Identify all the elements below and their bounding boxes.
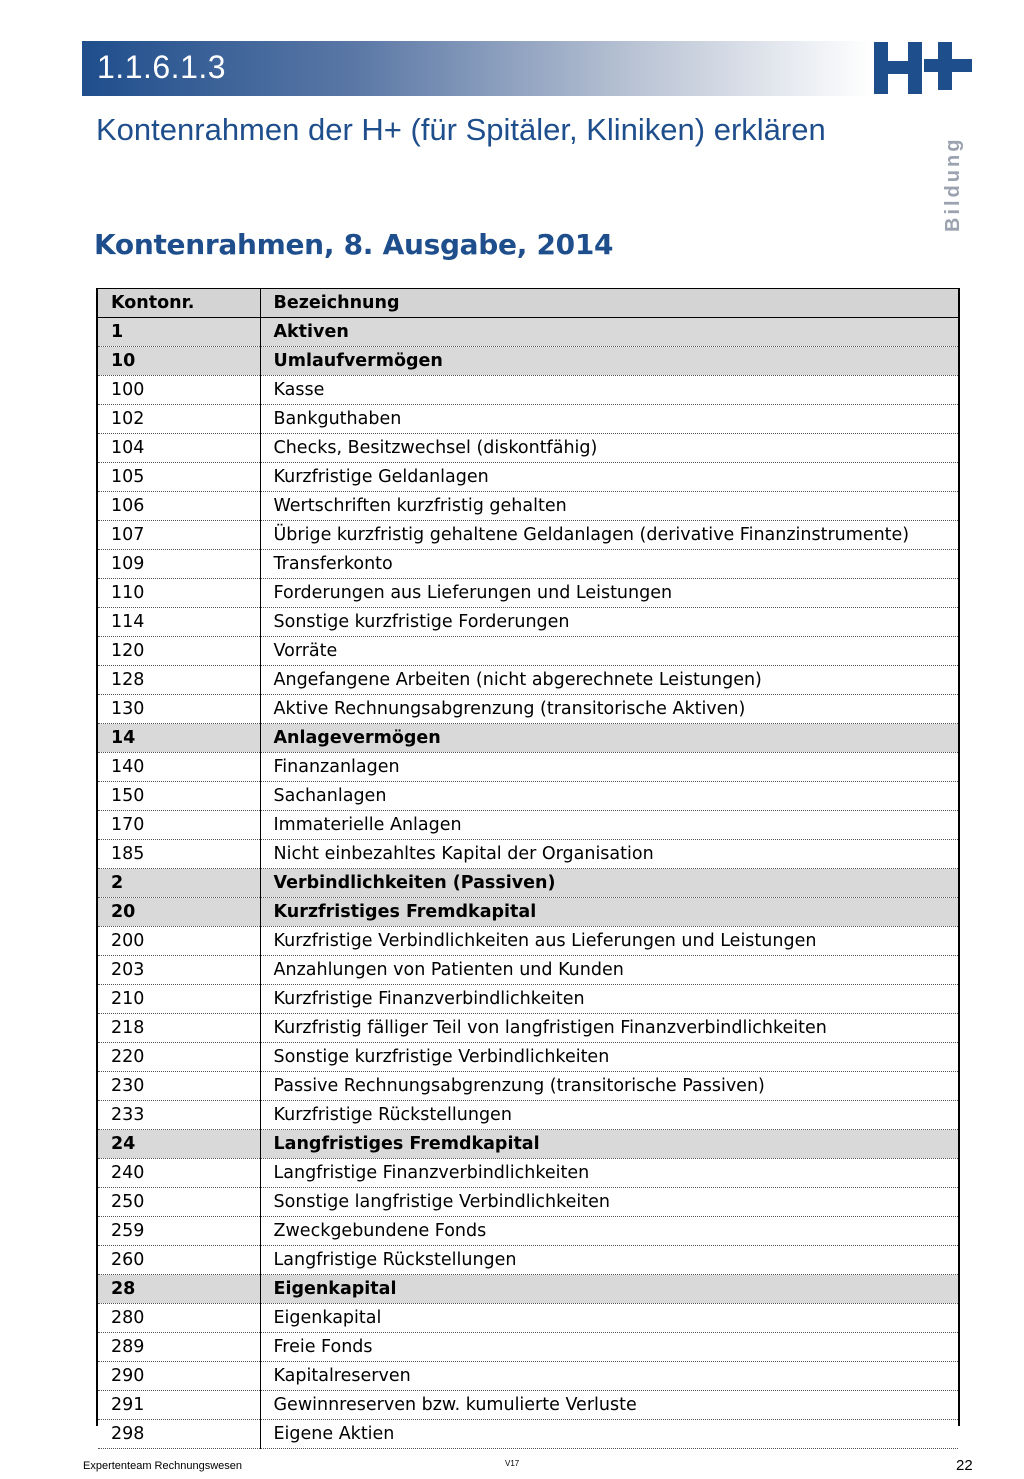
account-label: Transferkonto [260, 550, 958, 579]
account-label: Finanzanlagen [260, 753, 958, 782]
table-row [98, 1217, 958, 1246]
table-group-row [98, 347, 958, 376]
section-banner [82, 41, 872, 96]
table-row [98, 550, 958, 579]
account-label: Aktive Rechnungsabgrenzung (transitorische Aktiven) [260, 695, 958, 724]
table-row [98, 782, 958, 811]
table-group-row [98, 1275, 958, 1304]
table-row [98, 637, 958, 666]
account-number: 250 [98, 1188, 260, 1217]
account-number: 150 [98, 782, 260, 811]
table-row [98, 1188, 958, 1217]
table-row [98, 840, 958, 869]
table-group-row [98, 1130, 958, 1159]
table-group-row [98, 898, 958, 927]
hplus-bildung-logo [872, 40, 976, 232]
table-row [98, 492, 958, 521]
account-label: Langfristiges Fremdkapital [260, 1130, 958, 1159]
account-label: Forderungen aus Lieferungen und Leistungen [260, 579, 958, 608]
account-label: Bankguthaben [260, 405, 958, 434]
account-number: 28 [98, 1275, 260, 1304]
account-label: Gewinnreserven bzw. kumulierte Verluste [260, 1391, 958, 1420]
account-number: 102 [98, 405, 260, 434]
account-number: 259 [98, 1217, 260, 1246]
account-label: Wertschriften kurzfristig gehalten [260, 492, 958, 521]
account-label: Kurzfristige Verbindlichkeiten aus Lieferungen und Leistungen [260, 927, 958, 956]
account-number: 290 [98, 1362, 260, 1391]
table-row [98, 1246, 958, 1275]
table-row [98, 753, 958, 782]
account-number: 100 [98, 376, 260, 405]
account-number: 220 [98, 1043, 260, 1072]
account-number: 110 [98, 579, 260, 608]
account-label: Aktiven [260, 318, 958, 347]
table-row [98, 985, 958, 1014]
account-number: 10 [98, 347, 260, 376]
table-row [98, 1362, 958, 1391]
table-row [98, 811, 958, 840]
account-number: 218 [98, 1014, 260, 1043]
footer-version: V17 [505, 1459, 520, 1468]
table-header-row [98, 289, 958, 318]
account-number: 106 [98, 492, 260, 521]
page-subtitle: Kontenrahmen der H+ (für Spitäler, Kliniken) erklären [96, 112, 826, 147]
account-number: 280 [98, 1304, 260, 1333]
account-number: 260 [98, 1246, 260, 1275]
account-label: Eigenkapital [260, 1275, 958, 1304]
table-row [98, 1072, 958, 1101]
account-label: Eigenkapital [260, 1304, 958, 1333]
account-label: Kapitalreserven [260, 1362, 958, 1391]
account-label: Nicht einbezahltes Kapital der Organisation [260, 840, 958, 869]
table-row [98, 1014, 958, 1043]
table-row [98, 1420, 958, 1449]
account-label: Sonstige kurzfristige Forderungen [260, 608, 958, 637]
table-row [98, 666, 958, 695]
table-row [98, 608, 958, 637]
account-label: Kurzfristige Finanzverbindlichkeiten [260, 985, 958, 1014]
account-number: 230 [98, 1072, 260, 1101]
table-row [98, 1333, 958, 1362]
table-row [98, 927, 958, 956]
account-label: Kasse [260, 376, 958, 405]
table-row [98, 1043, 958, 1072]
account-number: 24 [98, 1130, 260, 1159]
column-header-bezeichnung: Bezeichnung [260, 289, 958, 318]
account-label: Kurzfristige Geldanlagen [260, 463, 958, 492]
account-number: 130 [98, 695, 260, 724]
table-group-row [98, 318, 958, 347]
table-row [98, 1391, 958, 1420]
account-number: 120 [98, 637, 260, 666]
account-label: Checks, Besitzwechsel (diskontfähig) [260, 434, 958, 463]
table-row [98, 1101, 958, 1130]
account-number: 170 [98, 811, 260, 840]
page-number: 22 [956, 1457, 973, 1474]
account-number: 20 [98, 898, 260, 927]
account-number: 104 [98, 434, 260, 463]
account-label: Kurzfristig fälliger Teil von langfristigen Finanzverbindlichkeiten [260, 1014, 958, 1043]
footer-team: Expertenteam Rechnungswesen [83, 1460, 242, 1472]
account-label: Passive Rechnungsabgrenzung (transitorische Passiven) [260, 1072, 958, 1101]
account-label: Umlaufvermögen [260, 347, 958, 376]
account-number: 233 [98, 1101, 260, 1130]
account-label: Vorräte [260, 637, 958, 666]
table-group-row [98, 724, 958, 753]
account-number: 210 [98, 985, 260, 1014]
table-row [98, 521, 958, 550]
account-label: Anlagevermögen [260, 724, 958, 753]
table-row [98, 956, 958, 985]
account-label: Sachanlagen [260, 782, 958, 811]
account-label: Sonstige kurzfristige Verbindlichkeiten [260, 1043, 958, 1072]
accounts-table [98, 289, 958, 1449]
account-label: Langfristige Rückstellungen [260, 1246, 958, 1275]
account-number: 109 [98, 550, 260, 579]
account-number: 105 [98, 463, 260, 492]
account-number: 107 [98, 521, 260, 550]
account-number: 2 [98, 869, 260, 898]
account-number: 114 [98, 608, 260, 637]
account-label: Immaterielle Anlagen [260, 811, 958, 840]
account-label: Eigene Aktien [260, 1420, 958, 1449]
account-label: Angefangene Arbeiten (nicht abgerechnete Leistungen) [260, 666, 958, 695]
hplus-logo-icon [872, 40, 976, 96]
table-group-row [98, 869, 958, 898]
table-row [98, 1304, 958, 1333]
account-label: Kurzfristige Rückstellungen [260, 1101, 958, 1130]
column-header-kontonr: Kontonr. [98, 289, 260, 318]
account-number: 200 [98, 927, 260, 956]
account-number: 298 [98, 1420, 260, 1449]
account-number: 289 [98, 1333, 260, 1362]
account-number: 140 [98, 753, 260, 782]
account-label: Verbindlichkeiten (Passiven) [260, 869, 958, 898]
table-row [98, 434, 958, 463]
table-row [98, 376, 958, 405]
table-row [98, 405, 958, 434]
account-label: Zweckgebundene Fonds [260, 1217, 958, 1246]
account-label: Übrige kurzfristig gehaltene Geldanlagen (derivative Finanzinstrumente) [260, 521, 958, 550]
account-label: Freie Fonds [260, 1333, 958, 1362]
table-row [98, 695, 958, 724]
section-number: 1.1.6.1.3 [97, 49, 227, 85]
account-number: 185 [98, 840, 260, 869]
account-number: 14 [98, 724, 260, 753]
logo-bildung-text: Bildung [942, 136, 964, 232]
table-row [98, 463, 958, 492]
account-label: Langfristige Finanzverbindlichkeiten [260, 1159, 958, 1188]
account-number: 203 [98, 956, 260, 985]
account-number: 1 [98, 318, 260, 347]
accounts-table-container [96, 288, 960, 1444]
account-label: Anzahlungen von Patienten und Kunden [260, 956, 958, 985]
table-row [98, 1159, 958, 1188]
account-label: Kurzfristiges Fremdkapital [260, 898, 958, 927]
account-number: 240 [98, 1159, 260, 1188]
table-row [98, 579, 958, 608]
account-label: Sonstige langfristige Verbindlichkeiten [260, 1188, 958, 1217]
document-title: Kontenrahmen, 8. Ausgabe, 2014 [94, 228, 614, 261]
account-number: 128 [98, 666, 260, 695]
account-number: 291 [98, 1391, 260, 1420]
